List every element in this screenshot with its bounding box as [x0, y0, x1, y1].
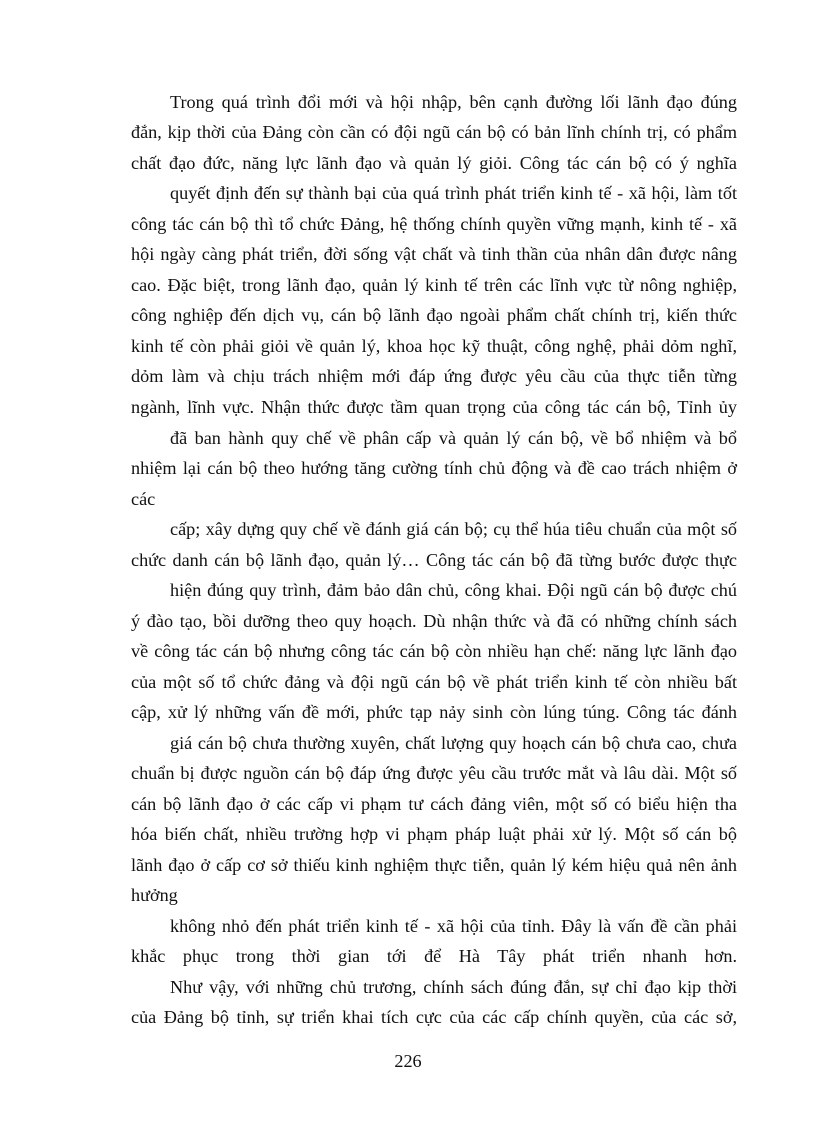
text-line: ngành, lĩnh vực. Nhận thức được tầm quan trọng của công tác cán bộ, Tỉnh ủy — [131, 397, 737, 417]
text-line: ý đào tạo, bồi dưỡng theo quy hoạch. Dù nhận thức và đã có những chính sách — [131, 611, 737, 631]
text-line: công tác cán bộ thì tổ chức Đảng, hệ thống chính quyền vững mạnh, kinh tế - xã — [131, 214, 737, 234]
text-line: giá cán bộ chưa thường xuyên, chất lượng quy hoạch cán bộ chưa cao, chưa — [170, 733, 737, 753]
text-line: Trong quá trình đổi mới và hội nhập, bên cạnh đường lối lãnh đạo đúng — [170, 92, 737, 112]
text-line: hưởng — [131, 885, 178, 905]
text-line: chất đạo đức, năng lực lãnh đạo và quản lý giỏi. Công tác cán bộ có ý nghĩa — [131, 153, 737, 173]
text-line: kinh tế còn phải giỏi về quản lý, khoa học kỹ thuật, công nghệ, phải dỏm nghĩ, — [131, 336, 737, 356]
text-line: đã ban hành quy chế về phân cấp và quản lý cán bộ, về bổ nhiệm và bổ — [170, 428, 737, 448]
text-line: cán bộ lãnh đạo ở các cấp vi phạm tư cách đảng viên, một số có biểu hiện tha — [131, 794, 737, 814]
text-line: cập, xử lý những vấn đề mới, phức tạp nảy sinh còn lúng túng. Công tác đánh — [131, 702, 737, 722]
text-line: của Đảng bộ tỉnh, sự triển khai tích cực của các cấp chính quyền, của các sở, — [131, 1007, 737, 1027]
text-line: hiện đúng quy trình, đảm bảo dân chủ, công khai. Đội ngũ cán bộ được chú — [170, 580, 737, 600]
text-line: quyết định đến sự thành bại của quá trình phát triển kinh tế - xã hội, làm tốt — [170, 183, 737, 203]
text-line: hóa biến chất, nhiều trường hợp vi phạm pháp luật phải xử lý. Một số cán bộ — [131, 824, 737, 844]
text-line: của một số tổ chức đảng và đội ngũ cán bộ về phát triển kinh tế còn nhiều bất — [131, 672, 737, 692]
text-line: đắn, kịp thời của Đảng còn cần có đội ngũ cán bộ có bản lĩnh chính trị, có phẩm — [131, 122, 737, 142]
text-line: không nhỏ đến phát triển kinh tế - xã hội của tỉnh. Đây là vấn đề cần phải — [170, 916, 737, 936]
text-line: hội ngày càng phát triển, đời sống vật chất và tinh thần của nhân dân được nâng — [131, 244, 737, 264]
text-line: cao. Đặc biệt, trong lãnh đạo, quản lý kinh tế trên các lĩnh vực từ nông nghiệp, — [131, 275, 737, 295]
text-line: nhiệm lại cán bộ theo hướng tăng cường tính chủ động và đề cao trách nhiệm ở — [131, 458, 737, 478]
text-line: khắc phục trong thời gian tới để Hà Tây phát triển nhanh hơn. — [131, 946, 737, 966]
text-line: công nghiệp đến dịch vụ, cán bộ lãnh đạo ngoài phẩm chất chính trị, kiến thức — [131, 305, 737, 325]
text-line: chuẩn bị được nguồn cán bộ đáp ứng được yêu cầu trước mắt và lâu dài. Một số — [131, 763, 737, 783]
text-line: cấp; xây dựng quy chế về đánh giá cán bộ; cụ thể húa tiêu chuẩn của một số — [170, 519, 737, 539]
page-number: 226 — [394, 1051, 422, 1071]
text-line: chức danh cán bộ lãnh đạo, quản lý… Công tác cán bộ đã từng bước được thực — [131, 550, 737, 570]
text-line: lãnh đạo ở cấp cơ sở thiếu kinh nghiệm thực tiễn, quản lý kém hiệu quả nên ảnh — [131, 855, 737, 875]
text-line: về công tác cán bộ nhưng công tác cán bộ còn nhiều hạn chế: năng lực lãnh đạo — [131, 641, 737, 661]
text-line: các — [131, 489, 156, 509]
text-line: dỏm làm và chịu trách nhiệm mới đáp ứng được yêu cầu của thực tiễn từng — [131, 366, 737, 386]
text-line: Như vậy, với những chủ trương, chính sách đúng đắn, sự chỉ đạo kịp thời — [170, 977, 737, 997]
